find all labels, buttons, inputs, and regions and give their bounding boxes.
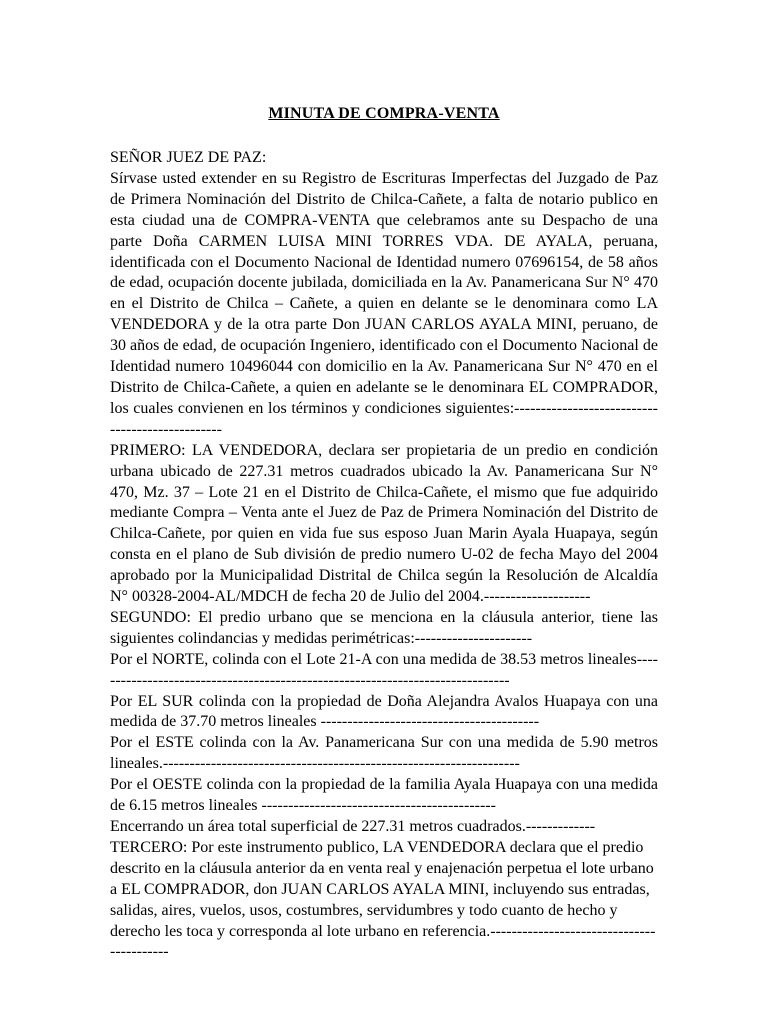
paragraph-intro: Sírvase usted extender en su Registro de Escrituras Imperfectas del Juzgado de Paz de Primera Nominación del Distrito de Chilca-Cañete, a falta de notario publico en esta ciudad una de COMPRA-VENTA que celebramos ante su Despacho de una parte Doña CARMEN LUISA MINI TORRES VDA. DE AYALA, peruana, identificada con el Documento Nacional de Identidad numero 07696154, de 58 años de edad, ocupación docente jubilada, domiciliada en la Av. Panamericana Sur N° 470 en el Distrito de Chilca – Cañete, a quien en delante se le denominara como LA VENDEDORA y de la otra parte Don JUAN CARLOS AYALA MINI, peruano, de 30 años de edad, de ocupación Ingeniero, identificado con el Documento Nacional de Identidad numero 10496044 con domicilio en la Av. Panamericana Sur N° 470 en el Distrito de Chilca-Cañete, a quien en adelante se le denominara EL COMPRADOR, los cuales convienen en los términos y condiciones siguientes:------------------------------------------------ bbox=[110, 169, 658, 438]
boundary-oeste: Por el OESTE colinda con la propiedad de la familia Ayala Huapaya con una medida de 6.15 metros lineales -------------------------------------------- bbox=[110, 776, 658, 815]
addressee-line: SEÑOR JUEZ DE PAZ: bbox=[110, 149, 267, 166]
document-body bbox=[110, 148, 658, 963]
document-title: MINUTA DE COMPRA-VENTA bbox=[268, 105, 500, 122]
total-area-line: Encerrando un área total superficial de 227.31 metros cuadrados.------------- bbox=[110, 818, 596, 835]
boundary-este: Por el ESTE colinda con la Av. Panamericana Sur con una medida de 5.90 metros lineales.------------------------------------------------------------------- bbox=[110, 734, 658, 773]
clause-primero: PRIMERO: LA VENDEDORA, declara ser propietaria de un predio en condición urbana ubicado de 227.31 metros cuadrados ubicado la Av. Panamericana Sur N° 470, Mz. 37 – Lote 21 en el Distrito de Chilca-Cañete, el mismo que fue adquirido mediante Compra – Venta ante el Juez de Paz de Primera Nominación del Distrito de Chilca-Cañete, por quien en vida fue sus esposo Juan Marin Ayala Huapaya, según consta en el plano de Sub división de predio numero U-02 de fecha Mayo del 2004 aprobado por la Municipalidad Distrital de Chilca según la Resolución de Alcaldía N° 00328-2004-AL/MDCH de fecha 20 de Julio del 2004.-------------------- bbox=[110, 441, 658, 606]
clause-tercero: TERCERO: Por este instrumento publico, LA VENDEDORA declara que el predio descrito en la cláusula anterior da en venta real y enajenación perpetua el lote urbano a EL COMPRADOR, don JUAN CARLOS AYALA MINI, incluyendo sus entradas, salidas, aires, vuelos, usos, costumbres, servidumbres y todo cuanto de hecho y derecho les toca y corresponda al lote urbano en referencia.------------------------------------------ bbox=[110, 838, 656, 961]
boundary-sur: Por EL SUR colinda con la propiedad de Doña Alejandra Avalos Huapaya con una medida de 37.70 metros lineales ----------------------------------------- bbox=[110, 692, 658, 731]
boundary-norte: Por el NORTE, colinda con el Lote 21-A con una medida de 38.53 metros lineales------------------------------------------------------------------------------- bbox=[110, 650, 658, 689]
clause-segundo: SEGUNDO: El predio urbano que se menciona en la cláusula anterior, tiene las siguientes colindancias y medidas perimétricas:---------------------- bbox=[110, 608, 658, 647]
